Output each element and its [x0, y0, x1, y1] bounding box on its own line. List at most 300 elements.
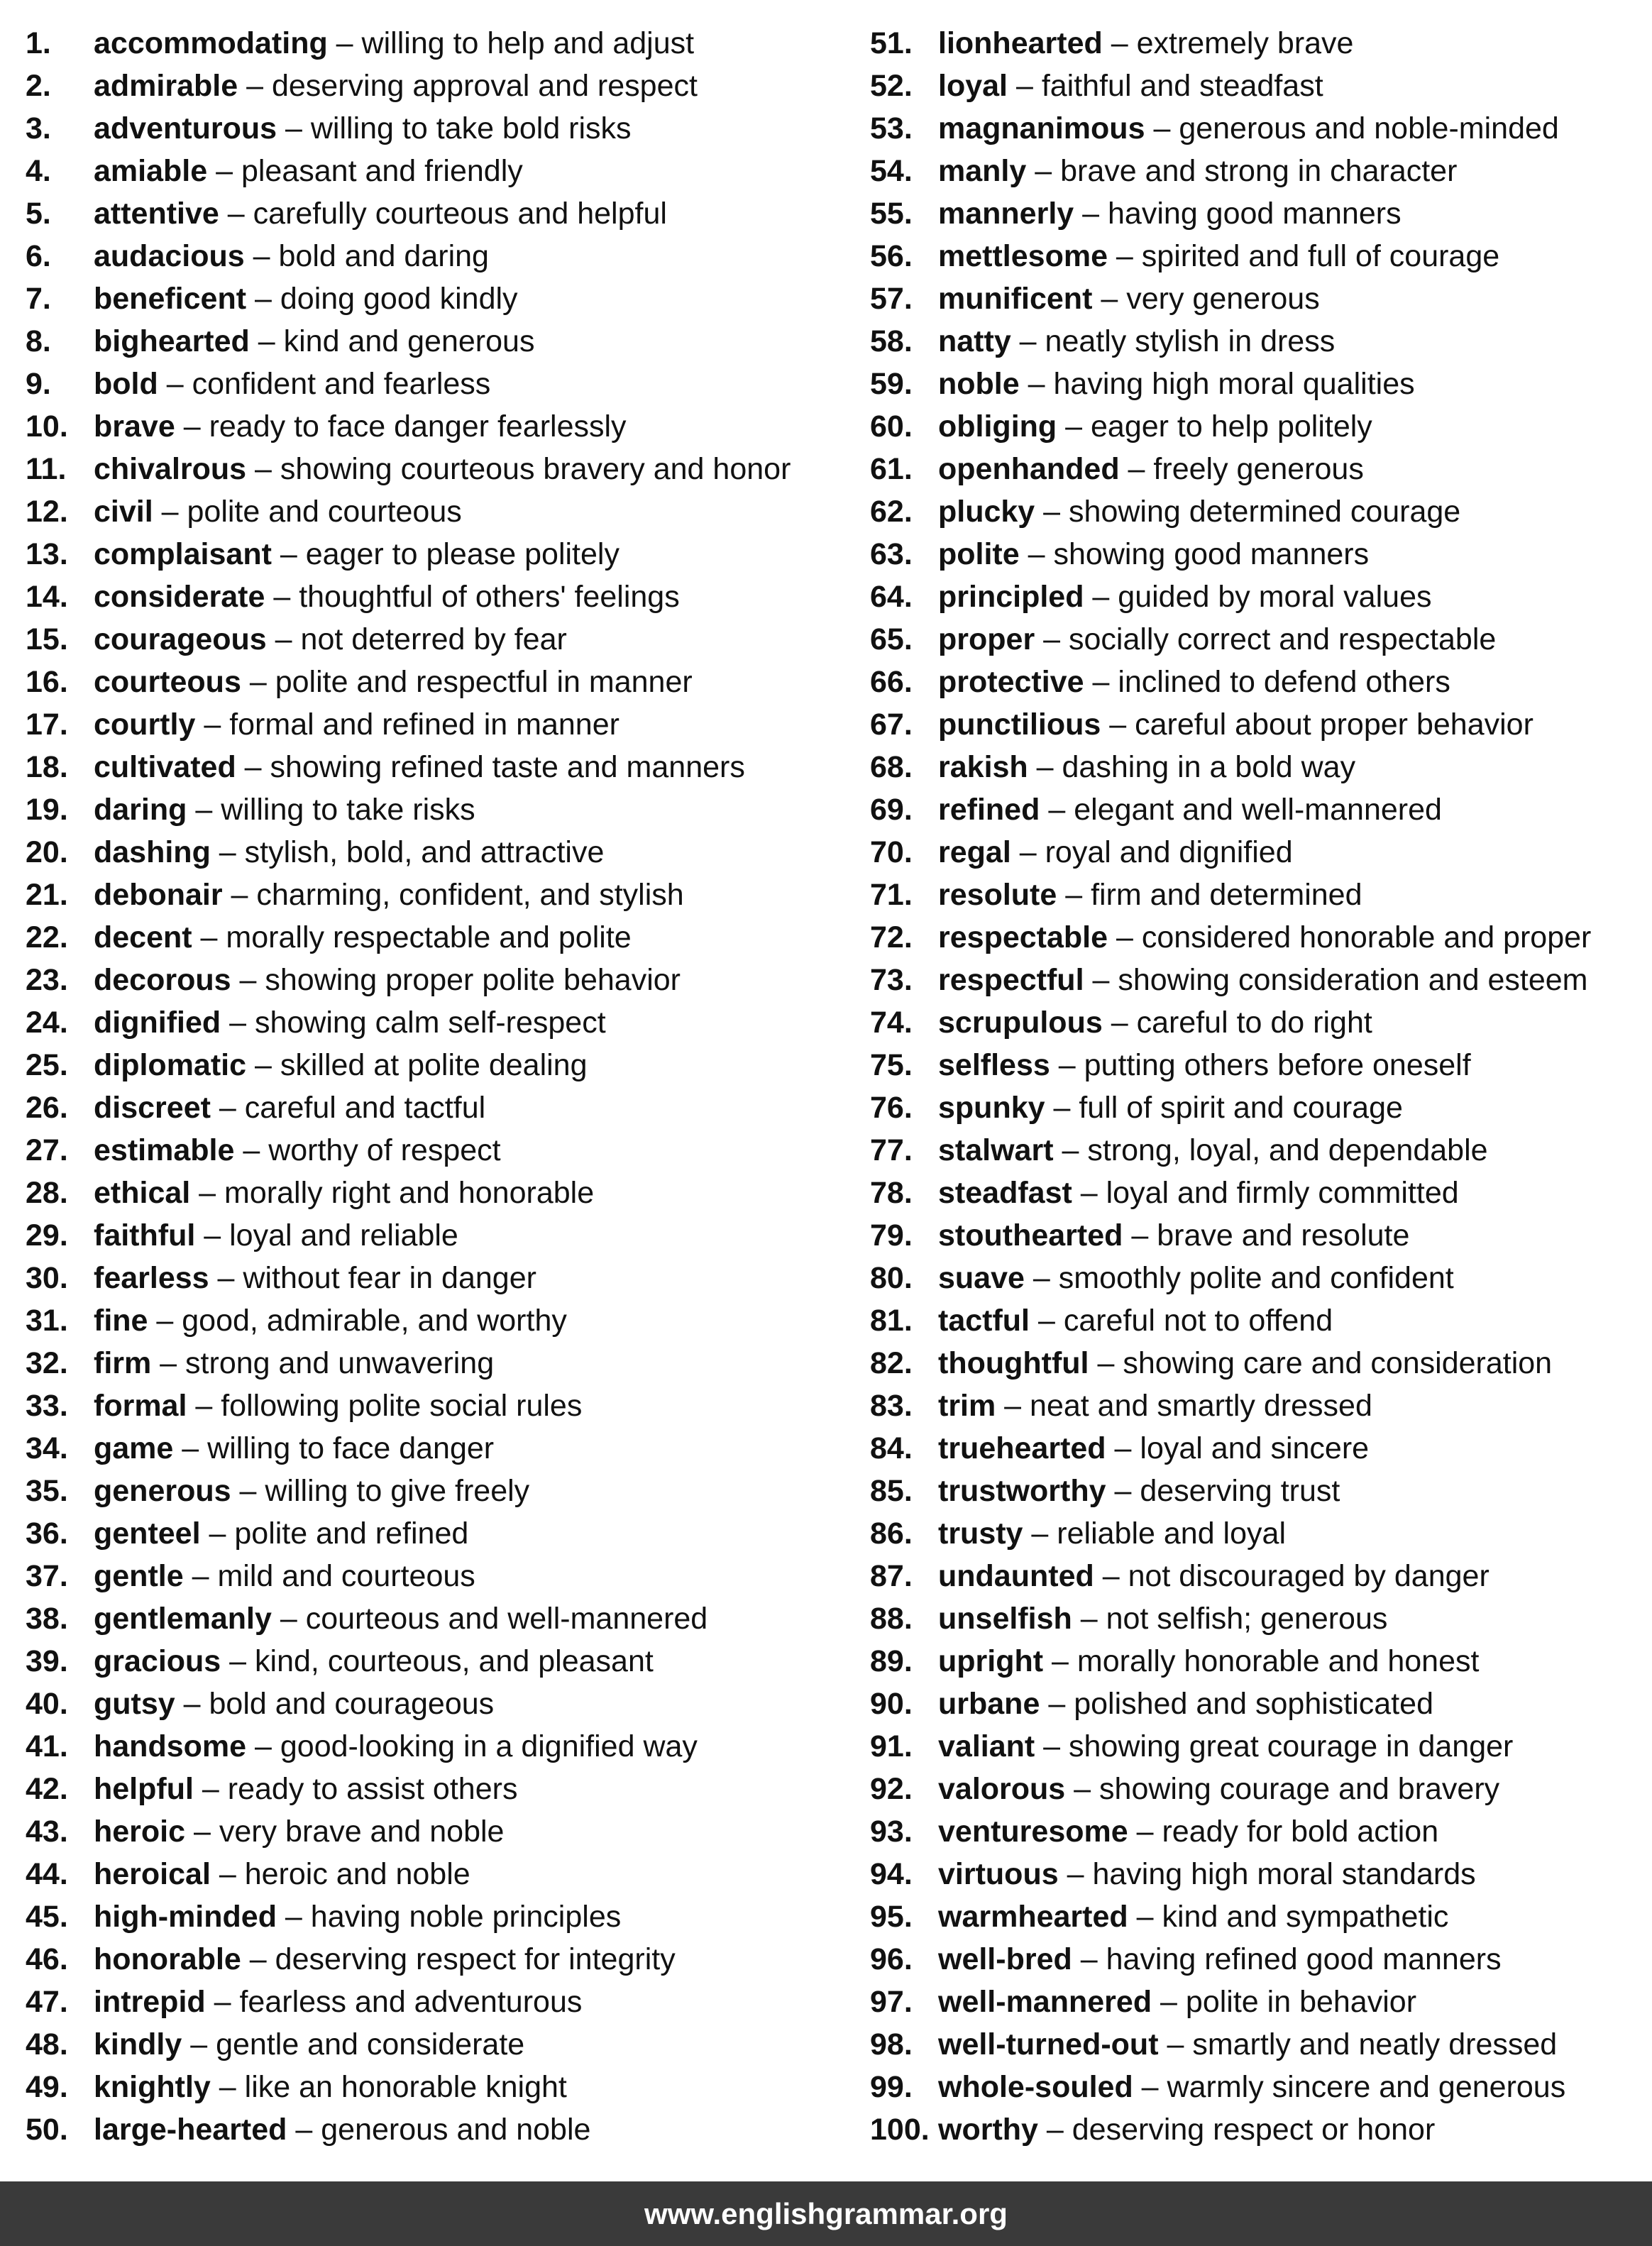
item-word: beneficent	[94, 282, 247, 316]
item-word: well-bred	[938, 1942, 1072, 1976]
list-item	[870, 192, 1643, 235]
item-definition: elegant and well-mannered	[1074, 793, 1442, 827]
item-word: munificent	[938, 282, 1093, 316]
list-item	[26, 1938, 849, 1981]
item-word: handsome	[94, 1729, 247, 1763]
item-entry	[94, 1683, 494, 1725]
item-number: 55.	[870, 197, 913, 231]
list-item	[26, 831, 849, 874]
item-entry	[94, 1725, 698, 1768]
item-entry	[938, 1044, 1471, 1086]
list-item	[26, 363, 849, 405]
item-word: undaunted	[938, 1559, 1094, 1593]
item-word: truehearted	[938, 1431, 1106, 1465]
item-number: 68.	[870, 750, 913, 784]
item-definition: considered honorable and proper	[1141, 920, 1592, 954]
list-item	[870, 1640, 1643, 1683]
item-number: 99.	[870, 2070, 913, 2104]
item-number: 57.	[870, 282, 913, 316]
item-word: resolute	[938, 878, 1057, 912]
list-item	[870, 1938, 1643, 1981]
item-word: lionhearted	[938, 26, 1103, 60]
item-entry	[94, 277, 518, 320]
item-word: decent	[94, 920, 192, 954]
item-separator: –	[1084, 665, 1118, 699]
item-definition: generous and noble	[321, 2113, 591, 2147]
item-definition: gentle and considerate	[216, 2027, 525, 2061]
item-entry	[938, 65, 1323, 107]
item-word: plucky	[938, 495, 1035, 529]
item-number: 11.	[26, 452, 67, 486]
item-number: 95.	[870, 1900, 913, 1934]
item-separator: –	[231, 963, 265, 997]
list-item	[870, 1044, 1643, 1086]
list-item	[870, 1555, 1643, 1597]
item-word: bighearted	[94, 324, 250, 358]
item-number: 28.	[26, 1176, 68, 1210]
item-separator: –	[195, 708, 230, 742]
list-item	[26, 2108, 849, 2151]
item-word: heroic	[94, 1815, 186, 1849]
item-word: kindly	[94, 2027, 182, 2061]
item-entry	[938, 2066, 1565, 2108]
item-definition: carefully courteous and helpful	[253, 197, 667, 231]
item-definition: not discouraged by danger	[1128, 1559, 1489, 1593]
item-word: adventurous	[94, 111, 277, 145]
list-item	[870, 1597, 1643, 1640]
list-item	[870, 746, 1643, 788]
list-item	[26, 320, 849, 363]
item-separator: –	[1158, 2027, 1193, 2061]
list-item	[26, 533, 849, 576]
item-separator: –	[1037, 2113, 1072, 2147]
item-word: loyal	[938, 69, 1008, 103]
item-word: trusty	[938, 1516, 1023, 1551]
item-definition: careful to do right	[1136, 1006, 1372, 1040]
list-item	[870, 235, 1643, 277]
item-separator: –	[158, 367, 192, 401]
item-word: selfless	[938, 1048, 1050, 1082]
item-number: 74.	[870, 1006, 913, 1040]
item-number: 72.	[870, 920, 913, 954]
item-word: punctilious	[938, 708, 1101, 742]
item-number: 17.	[26, 708, 68, 742]
list-item	[26, 235, 849, 277]
item-entry	[94, 533, 620, 576]
item-number: 58.	[870, 324, 913, 358]
item-separator: –	[1072, 1942, 1106, 1976]
item-separator: –	[207, 154, 241, 188]
item-word: gutsy	[94, 1687, 175, 1721]
item-separator: –	[1019, 537, 1054, 571]
item-separator: –	[1106, 1431, 1140, 1465]
item-entry	[94, 1470, 529, 1512]
item-word: trim	[938, 1389, 996, 1423]
item-definition: formal and refined in manner	[229, 708, 620, 742]
item-separator: –	[190, 1176, 225, 1210]
item-definition: courteous and well-mannered	[305, 1602, 708, 1636]
item-entry	[94, 235, 489, 277]
item-separator: –	[192, 920, 226, 954]
item-definition: careful and tactful	[244, 1091, 486, 1125]
item-definition: ready to assist others	[227, 1772, 518, 1806]
list-item	[26, 788, 849, 831]
list-item	[870, 277, 1643, 320]
list-item	[26, 150, 849, 192]
list-item	[870, 2023, 1643, 2066]
item-word: ethical	[94, 1176, 191, 1210]
item-entry	[94, 1853, 470, 1895]
item-entry	[94, 874, 684, 916]
list-item	[26, 1895, 849, 1938]
item-definition: morally respectable and polite	[226, 920, 632, 954]
item-definition: very brave and noble	[219, 1815, 505, 1849]
item-entry	[938, 235, 1499, 277]
item-definition: showing determined courage	[1069, 495, 1461, 529]
item-entry	[938, 405, 1372, 448]
item-definition: having high moral standards	[1092, 1857, 1476, 1891]
item-number: 90.	[870, 1687, 913, 1721]
item-word: well-turned-out	[938, 2027, 1159, 2061]
list-item	[26, 2066, 849, 2108]
item-definition: polite and respectful in manner	[275, 665, 693, 699]
item-separator: –	[1040, 793, 1074, 827]
item-word: steadfast	[938, 1176, 1072, 1210]
item-separator: –	[1028, 750, 1062, 784]
item-separator: –	[1030, 1304, 1064, 1338]
item-separator: –	[1094, 1559, 1128, 1593]
list-item	[870, 1214, 1643, 1257]
item-number: 84.	[870, 1431, 913, 1465]
item-word: honorable	[94, 1942, 241, 1976]
item-separator: –	[1043, 1644, 1077, 1678]
item-word: regal	[938, 835, 1011, 869]
item-separator: –	[153, 495, 187, 529]
item-separator: –	[1123, 1218, 1157, 1253]
item-word: heroical	[94, 1857, 211, 1891]
item-definition: kind, courteous, and pleasant	[255, 1644, 654, 1678]
item-number: 67.	[870, 708, 913, 742]
item-word: mettlesome	[938, 239, 1108, 273]
item-separator: –	[1040, 1687, 1074, 1721]
item-entry	[94, 1938, 676, 1981]
item-definition: showing courteous bravery and honor	[280, 452, 791, 486]
item-word: accommodating	[94, 26, 328, 60]
list-item	[870, 65, 1643, 107]
item-word: courageous	[94, 622, 267, 656]
item-word: trustworthy	[938, 1474, 1106, 1508]
item-entry	[938, 703, 1533, 746]
item-word: tactful	[938, 1304, 1030, 1338]
item-number: 15.	[26, 622, 68, 656]
list-item	[26, 1768, 849, 1810]
item-number: 33.	[26, 1389, 68, 1423]
item-definition: showing courage and bravery	[1099, 1772, 1500, 1806]
item-entry	[94, 1172, 594, 1214]
item-definition: willing to take risks	[221, 793, 475, 827]
item-word: firm	[94, 1346, 152, 1380]
list-item	[26, 576, 849, 618]
item-separator: –	[187, 793, 221, 827]
item-definition: very generous	[1126, 282, 1320, 316]
item-separator: –	[151, 1346, 186, 1380]
item-separator: –	[238, 69, 272, 103]
item-entry	[94, 703, 620, 746]
item-word: manly	[938, 154, 1027, 188]
item-separator: –	[221, 1644, 255, 1678]
item-number: 98.	[870, 2027, 913, 2061]
item-definition: worthy of respect	[268, 1133, 501, 1167]
item-entry	[938, 661, 1450, 703]
item-separator: –	[1092, 282, 1127, 316]
item-separator: –	[175, 1687, 209, 1721]
list-item	[26, 1640, 849, 1683]
item-number: 32.	[26, 1346, 68, 1380]
item-entry	[94, 1001, 606, 1044]
list-item	[26, 490, 849, 533]
list-item	[26, 618, 849, 661]
item-separator: –	[1065, 1772, 1100, 1806]
item-separator: –	[246, 452, 280, 486]
item-number: 18.	[26, 750, 68, 784]
item-entry	[938, 1640, 1479, 1683]
item-number: 49.	[26, 2070, 68, 2104]
item-number: 21.	[26, 878, 68, 912]
item-entry	[938, 1299, 1333, 1342]
item-entry	[938, 1257, 1454, 1299]
item-word: natty	[938, 324, 1011, 358]
item-number: 26.	[26, 1091, 68, 1125]
item-entry	[938, 363, 1415, 405]
item-entry	[94, 22, 694, 65]
item-definition: dashing in a bold way	[1062, 750, 1356, 784]
item-entry	[938, 2108, 1435, 2151]
item-number: 35.	[26, 1474, 68, 1508]
item-word: courtly	[94, 708, 196, 742]
item-number: 29.	[26, 1218, 68, 1253]
list-item	[870, 533, 1643, 576]
item-entry	[94, 1768, 517, 1810]
item-definition: strong, loyal, and dependable	[1087, 1133, 1488, 1167]
item-definition: deserving respect or honor	[1072, 2113, 1436, 2147]
item-entry	[94, 1129, 501, 1172]
list-item	[870, 576, 1643, 618]
item-definition: reliable and loyal	[1057, 1516, 1286, 1551]
item-entry	[94, 1257, 536, 1299]
item-definition: royal and dignified	[1045, 835, 1293, 869]
item-number: 81.	[870, 1304, 913, 1338]
item-word: estimable	[94, 1133, 235, 1167]
list-item	[870, 1129, 1643, 1172]
item-word: dignified	[94, 1006, 221, 1040]
list-item	[870, 1683, 1643, 1725]
list-item	[870, 363, 1643, 405]
item-separator: –	[246, 1048, 280, 1082]
item-definition: inclined to defend others	[1118, 665, 1450, 699]
item-definition: like an honorable knight	[244, 2070, 567, 2104]
item-definition: careful not to offend	[1063, 1304, 1333, 1338]
item-word: mannerly	[938, 197, 1074, 231]
item-separator: –	[1057, 878, 1091, 912]
item-definition: brave and strong in character	[1060, 154, 1458, 188]
item-number: 96.	[870, 1942, 913, 1976]
item-definition: full of spirit and courage	[1079, 1091, 1403, 1125]
item-entry	[938, 746, 1355, 788]
item-entry	[938, 1981, 1416, 2023]
item-definition: showing consideration and esteem	[1118, 963, 1588, 997]
item-separator: –	[187, 1389, 221, 1423]
item-entry	[94, 788, 475, 831]
item-entry	[94, 1086, 485, 1129]
item-word: formal	[94, 1389, 187, 1423]
item-definition: showing care and consideration	[1123, 1346, 1553, 1380]
item-separator: –	[266, 622, 301, 656]
item-word: spunky	[938, 1091, 1045, 1125]
item-definition: not deterred by fear	[300, 622, 567, 656]
item-entry	[938, 959, 1587, 1001]
item-separator: –	[265, 580, 299, 614]
item-separator: –	[175, 409, 209, 444]
list-item	[870, 1172, 1643, 1214]
item-separator: –	[222, 878, 257, 912]
item-number: 86.	[870, 1516, 913, 1551]
item-word: magnanimous	[938, 111, 1145, 145]
item-entry	[938, 1938, 1502, 1981]
item-entry	[938, 320, 1335, 363]
item-number: 53.	[870, 111, 913, 145]
item-number: 48.	[26, 2027, 68, 2061]
item-separator: –	[246, 1729, 280, 1763]
item-separator: –	[1128, 1815, 1162, 1849]
item-separator: –	[327, 26, 362, 60]
item-number: 76.	[870, 1091, 913, 1125]
item-entry	[938, 1725, 1513, 1768]
item-separator: –	[1024, 1261, 1059, 1295]
list-item	[870, 1299, 1643, 1342]
list-item	[870, 1810, 1643, 1853]
item-definition: showing great courage in danger	[1069, 1729, 1514, 1763]
list-item	[870, 1001, 1643, 1044]
item-entry	[94, 65, 698, 107]
item-separator: –	[185, 1815, 219, 1849]
item-word: dashing	[94, 835, 211, 869]
item-number: 54.	[870, 154, 913, 188]
item-entry	[94, 1810, 504, 1853]
item-separator: –	[1072, 1602, 1106, 1636]
item-number: 41.	[26, 1729, 68, 1763]
item-definition: following polite social rules	[221, 1389, 583, 1423]
word-list-left-column	[26, 22, 849, 2151]
item-number: 66.	[870, 665, 913, 699]
item-entry	[94, 618, 567, 661]
item-separator: –	[271, 1602, 306, 1636]
item-definition: generous and noble-minded	[1179, 111, 1559, 145]
item-number: 9.	[26, 367, 51, 401]
list-item	[870, 490, 1643, 533]
item-entry	[94, 2023, 524, 2066]
list-item	[26, 277, 849, 320]
item-entry	[938, 277, 1320, 320]
item-number: 94.	[870, 1857, 913, 1891]
item-word: stouthearted	[938, 1218, 1123, 1253]
item-entry	[938, 1214, 1409, 1257]
item-word: admirable	[94, 69, 238, 103]
item-entry	[94, 1044, 588, 1086]
item-word: suave	[938, 1261, 1025, 1295]
item-definition: socially correct and respectable	[1069, 622, 1497, 656]
list-item	[870, 1427, 1643, 1470]
item-entry	[938, 490, 1460, 533]
item-entry	[938, 150, 1457, 192]
item-definition: good-looking in a dignified way	[280, 1729, 698, 1763]
item-entry	[938, 1597, 1387, 1640]
item-separator: –	[1133, 2070, 1167, 2104]
item-entry	[94, 1214, 458, 1257]
item-definition: kind and sympathetic	[1162, 1900, 1449, 1934]
item-definition: faithful and steadfast	[1041, 69, 1323, 103]
list-item	[26, 1512, 849, 1555]
item-definition: skilled at polite dealing	[280, 1048, 588, 1082]
item-number: 8.	[26, 324, 51, 358]
item-word: cultivated	[94, 750, 236, 784]
item-separator: –	[231, 1474, 265, 1508]
item-number: 16.	[26, 665, 68, 699]
item-number: 6.	[26, 239, 51, 273]
list-item	[26, 65, 849, 107]
list-item	[26, 661, 849, 703]
item-separator: –	[209, 1261, 243, 1295]
item-definition: eager to please politely	[305, 537, 620, 571]
item-separator: –	[1074, 197, 1108, 231]
item-definition: showing refined taste and manners	[270, 750, 745, 784]
item-word: urbane	[938, 1687, 1040, 1721]
item-definition: polished and sophisticated	[1074, 1687, 1433, 1721]
item-definition: extremely brave	[1136, 26, 1354, 60]
list-item	[870, 874, 1643, 916]
item-number: 60.	[870, 409, 913, 444]
list-item	[870, 1768, 1643, 1810]
item-number: 59.	[870, 367, 913, 401]
list-item	[26, 1299, 849, 1342]
item-separator: –	[1084, 963, 1118, 997]
item-number: 31.	[26, 1304, 68, 1338]
item-definition: willing to help and adjust	[361, 26, 695, 60]
item-definition: showing good manners	[1053, 537, 1370, 571]
item-number: 71.	[870, 878, 913, 912]
item-entry	[94, 320, 534, 363]
item-entry	[94, 2108, 590, 2151]
item-entry	[938, 1129, 1488, 1172]
item-separator: –	[1102, 26, 1137, 60]
item-definition: warmly sincere and generous	[1167, 2070, 1566, 2104]
footer-url[interactable]: www.englishgrammar.org	[644, 2196, 1008, 2230]
item-definition: having noble principles	[310, 1900, 622, 1934]
item-word: polite	[938, 537, 1020, 571]
list-item	[26, 22, 849, 65]
item-number: 70.	[870, 835, 913, 869]
item-word: fine	[94, 1304, 148, 1338]
item-word: large-hearted	[94, 2113, 287, 2147]
item-word: respectful	[938, 963, 1084, 997]
item-separator: –	[996, 1389, 1030, 1423]
item-definition: bold and daring	[278, 239, 489, 273]
item-word: intrepid	[94, 1985, 206, 2019]
item-entry	[938, 1853, 1476, 1895]
list-item	[26, 1214, 849, 1257]
item-definition: willing to take bold risks	[310, 111, 632, 145]
item-entry	[938, 1086, 1403, 1129]
item-entry	[94, 1512, 468, 1555]
